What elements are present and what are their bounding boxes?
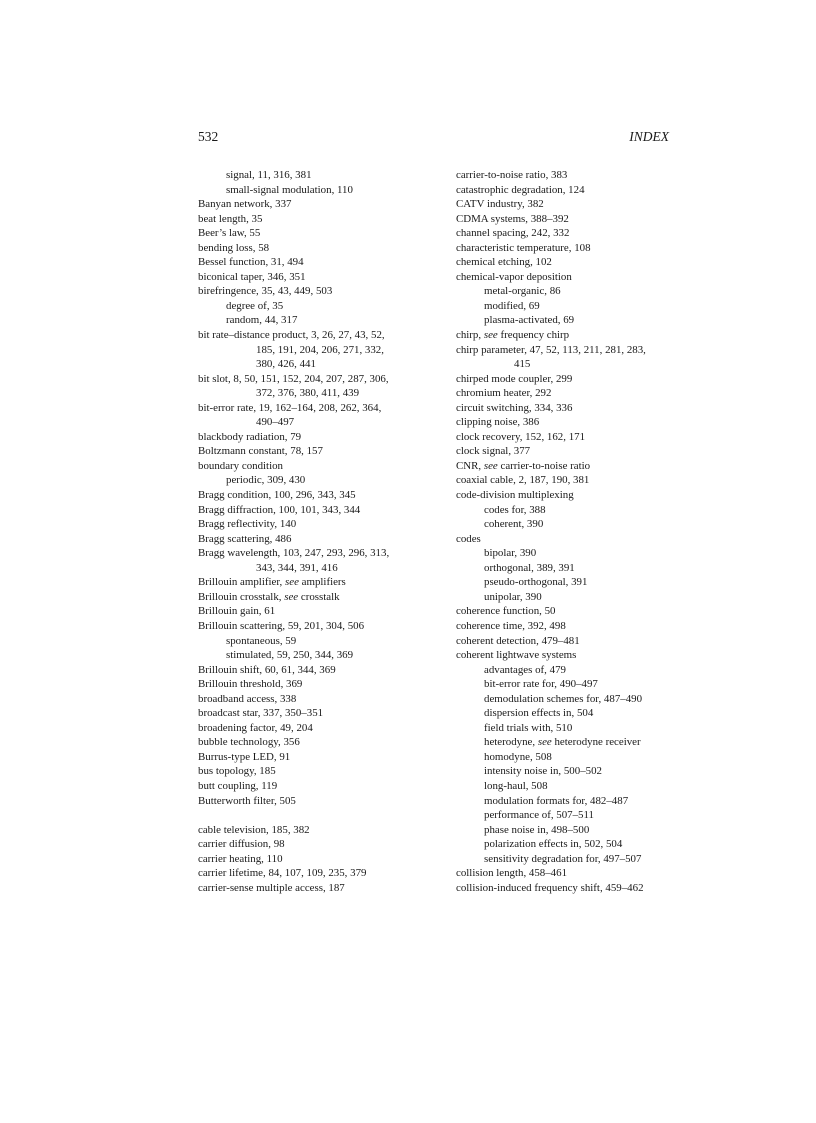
index-entry-text: boundary condition — [198, 459, 283, 472]
index-entry-text: chromium heater, 292 — [456, 387, 552, 400]
index-entry — [456, 881, 672, 896]
index-entry-text: advantages of, 479 — [484, 663, 566, 676]
index-subentry — [198, 168, 423, 183]
index-entry-text: Bragg scattering, 486 — [198, 532, 292, 545]
index-subentry — [456, 852, 672, 867]
index-entry-text: 490–497 — [256, 416, 295, 429]
index-subentry — [198, 648, 423, 663]
index-entry-continuation — [198, 415, 423, 430]
index-entry-text: CNR, — [456, 459, 482, 472]
index-entry — [198, 372, 423, 387]
index-entry — [198, 794, 423, 809]
index-entry — [456, 255, 672, 270]
index-entry — [456, 604, 672, 619]
index-subentry — [456, 663, 672, 678]
index-entry-text: dispersion effects in, 504 — [484, 707, 594, 720]
index-entry-text: chemical etching, 102 — [456, 256, 552, 269]
index-entry-text: Brillouin shift, 60, 61, 344, 369 — [198, 663, 336, 676]
index-entry — [198, 212, 423, 227]
index-entry-continuation — [456, 357, 672, 372]
index-entry — [198, 284, 423, 299]
index-entry-text: stimulated, 59, 250, 344, 369 — [226, 649, 354, 662]
index-entry — [456, 270, 672, 285]
index-subentry — [198, 313, 423, 328]
index-entry-text: carrier heating, 110 — [198, 852, 283, 865]
index-entry-text: bubble technology, 356 — [198, 736, 300, 749]
index-entry — [198, 430, 423, 445]
index-entry-text: clipping noise, 386 — [456, 416, 540, 429]
index-entry — [456, 444, 672, 459]
index-entry-text: bit-error rate for, 490–497 — [484, 678, 598, 691]
index-entry-text: coherence time, 392, 498 — [456, 619, 566, 632]
index-entry-text: intensity noise in, 500–502 — [484, 765, 602, 778]
index-entry — [456, 473, 672, 488]
index-entry-text: heterodyne, — [484, 736, 536, 749]
index-entry — [198, 721, 423, 736]
index-subentry — [456, 575, 672, 590]
index-subentry — [456, 561, 672, 576]
index-entry — [198, 401, 423, 416]
index-entry-text: performance of, 507–511 — [484, 809, 594, 822]
index-entry — [198, 590, 423, 605]
index-entry — [198, 444, 423, 459]
index-entry — [198, 852, 423, 867]
see-reference: see — [285, 576, 299, 589]
index-entry-text: Butterworth filter, 505 — [198, 794, 296, 807]
index-entry-text: coaxial cable, 2, 187, 190, 381 — [456, 474, 590, 487]
index-entry-text: carrier-to-noise ratio, 383 — [456, 169, 568, 181]
index-entry-text: Bragg wavelength, 103, 247, 293, 296, 313, — [198, 547, 390, 560]
index-entry — [198, 255, 423, 270]
index-entry-text: circuit switching, 334, 336 — [456, 401, 573, 414]
index-entry-text: Beer’s law, 55 — [198, 227, 261, 240]
index-entry — [456, 226, 672, 241]
index-entry — [456, 328, 672, 343]
index-subentry — [456, 750, 672, 765]
index-entry — [456, 372, 672, 387]
index-entry — [456, 212, 672, 227]
index-entry — [198, 517, 423, 532]
page-number: 532 — [198, 129, 219, 144]
index-entry — [198, 706, 423, 721]
index-entry-text: chemical-vapor deposition — [456, 270, 572, 283]
index-subentry — [456, 284, 672, 299]
index-entry-continuation — [198, 561, 423, 576]
index-entry-text: degree of, 35 — [226, 299, 284, 312]
index-entry — [456, 386, 672, 401]
index-entry-text: clock signal, 377 — [456, 445, 531, 458]
index-entry-text: Brillouin amplifier, — [198, 576, 283, 589]
index-subentry — [198, 183, 423, 198]
see-reference: see — [483, 329, 498, 342]
index-entry-text: chirp parameter, 47, 52, 113, 211, 281, 283, — [456, 343, 646, 356]
index-subentry — [198, 473, 423, 488]
index-entry — [198, 197, 423, 212]
index-entry-text: coherent, 390 — [484, 518, 544, 531]
index-entry-text: code-division multiplexing — [456, 489, 574, 502]
see-reference: see — [537, 736, 552, 749]
see-reference: see — [284, 590, 299, 603]
index-subentry — [456, 517, 672, 532]
index-subentry — [456, 808, 672, 823]
index-entry — [198, 866, 423, 881]
index-entry — [456, 241, 672, 256]
index-entry — [198, 823, 423, 838]
index-entry-text: collision length, 458–461 — [456, 867, 568, 880]
index-entry-text: carrier-sense multiple access, 187 — [198, 881, 345, 894]
see-target: crosstalk — [300, 590, 340, 603]
index-entry-text: birefringence, 35, 43, 449, 503 — [198, 285, 333, 298]
index-entry — [198, 503, 423, 518]
index-entry — [198, 619, 423, 634]
index-entry-continuation — [198, 386, 423, 401]
index-entry-text: Burrus-type LED, 91 — [198, 750, 291, 763]
index-entry-text: bit slot, 8, 50, 151, 152, 204, 207, 287, 306, — [198, 372, 389, 385]
index-entry — [456, 459, 672, 474]
index-entry-text: carrier diffusion, 98 — [198, 838, 285, 851]
index-entry-text: polarization effects in, 502, 504 — [484, 838, 623, 851]
index-entry-text: clock recovery, 152, 162, 171 — [456, 430, 586, 443]
index-entry-text: 380, 426, 441 — [256, 358, 316, 371]
index-entry-text: broadening factor, 49, 204 — [198, 721, 313, 734]
index-entry — [456, 648, 672, 663]
index-entry — [198, 575, 423, 590]
index-subentry — [456, 299, 672, 314]
index-entry-text: periodic, 309, 430 — [226, 474, 306, 487]
index-entry-text: codes — [456, 532, 481, 545]
see-reference: see — [483, 459, 498, 472]
index-entry — [198, 328, 423, 343]
index-spacer — [198, 808, 423, 823]
index-subentry — [456, 503, 672, 518]
index-subentry — [456, 779, 672, 794]
index-entry-text: cable television, 185, 382 — [198, 823, 310, 836]
index-entry-text: demodulation schemes for, 487–490 — [484, 692, 643, 705]
index-entry — [198, 459, 423, 474]
index-entry — [198, 226, 423, 241]
index-entry-text: chirp, — [456, 329, 482, 342]
index-entry-text: carrier lifetime, 84, 107, 109, 235, 379 — [198, 867, 367, 880]
index-entry-text: metal-organic, 86 — [484, 285, 561, 298]
index-entry-text: characteristic temperature, 108 — [456, 241, 591, 254]
see-target: frequency chirp — [500, 329, 570, 342]
index-subentry — [456, 721, 672, 736]
index-entry-text: bending loss, 58 — [198, 241, 270, 254]
index-entry-text: 343, 344, 391, 416 — [256, 561, 338, 574]
index-entry-text: codes for, 388 — [484, 503, 546, 516]
index-entry-text: Bragg diffraction, 100, 101, 343, 344 — [198, 503, 361, 516]
index-entry — [456, 168, 672, 183]
index-entry — [198, 270, 423, 285]
index-entry-text: plasma-activated, 69 — [484, 314, 575, 327]
index-entry-text: Banyan network, 337 — [198, 198, 292, 211]
index-entry-text: bit rate–distance product, 3, 26, 27, 43, 52, — [198, 329, 385, 342]
see-target: carrier-to-noise ratio — [500, 459, 591, 472]
index-entry-text: signal, 11, 316, 381 — [226, 169, 312, 181]
index-entry-text: beat length, 35 — [198, 212, 263, 225]
index-entry — [198, 750, 423, 765]
index-entry-text: random, 44, 317 — [226, 314, 298, 327]
index-entry-text: long-haul, 508 — [484, 779, 548, 792]
index-entry-text: modulation formats for, 482–487 — [484, 794, 629, 807]
index-entry-text: CDMA systems, 388–392 — [456, 212, 569, 225]
index-entry-text: unipolar, 390 — [484, 590, 542, 603]
see-target: heterodyne receiver — [554, 736, 641, 749]
index-entry-text: 372, 376, 380, 411, 439 — [256, 387, 360, 400]
index-entry-text: broadband access, 338 — [198, 692, 297, 705]
index-entry — [456, 488, 672, 503]
index-entry-text: Bragg condition, 100, 296, 343, 345 — [198, 489, 356, 502]
index-entry — [198, 779, 423, 794]
index-entry-text: coherence function, 50 — [456, 605, 556, 618]
index-entry-text: coherent detection, 479–481 — [456, 634, 580, 647]
index-entry-text: small-signal modulation, 110 — [226, 183, 353, 196]
index-subentry — [456, 837, 672, 852]
index-subentry — [456, 735, 672, 750]
index-entry-text: 415 — [514, 358, 531, 371]
index-column-right — [456, 168, 672, 895]
index-entry — [198, 692, 423, 707]
index-entry — [198, 677, 423, 692]
index-entry — [456, 619, 672, 634]
index-entry-text: broadcast star, 337, 350–351 — [198, 707, 324, 720]
index-entry — [456, 183, 672, 198]
index-subentry — [456, 590, 672, 605]
index-subentry — [456, 313, 672, 328]
index-entry — [198, 881, 423, 896]
index-entry-text: Brillouin threshold, 369 — [198, 678, 303, 691]
index-subentry — [456, 764, 672, 779]
index-entry — [456, 415, 672, 430]
index-entry — [198, 532, 423, 547]
index-entry — [456, 401, 672, 416]
index-subentry — [456, 692, 672, 707]
index-entry-text: bus topology, 185 — [198, 765, 276, 778]
index-entry — [456, 197, 672, 212]
index-entry — [456, 634, 672, 649]
index-entry-text: biconical taper, 346, 351 — [198, 270, 306, 283]
index-entry — [198, 663, 423, 678]
index-entry-text: orthogonal, 389, 391 — [484, 561, 575, 574]
index-entry-text: Brillouin crosstalk, — [198, 590, 282, 603]
index-entry — [456, 430, 672, 445]
index-entry — [198, 488, 423, 503]
index-entry-text: pseudo-orthogonal, 391 — [484, 576, 588, 589]
running-head: INDEX — [629, 129, 669, 144]
index-entry-text: Bragg reflectivity, 140 — [198, 518, 297, 531]
index-entry-text: field trials with, 510 — [484, 721, 573, 734]
index-entry-text: bit-error rate, 19, 162–164, 208, 262, 364, — [198, 401, 382, 414]
index-subentry — [456, 794, 672, 809]
index-entry-text: spontaneous, 59 — [226, 634, 297, 647]
index-entry-text: phase noise in, 498–500 — [484, 823, 590, 836]
index-entry-text: modified, 69 — [484, 299, 540, 312]
index-entry-text: blackbody radiation, 79 — [198, 430, 302, 443]
index-entry — [198, 735, 423, 750]
index-entry — [198, 546, 423, 561]
index-entry — [198, 604, 423, 619]
see-target: amplifiers — [301, 576, 346, 589]
index-entry — [456, 343, 672, 358]
index-entry — [198, 241, 423, 256]
index-entry-text: CATV industry, 382 — [456, 198, 544, 211]
index-subentry — [456, 546, 672, 561]
index-entry-text: bipolar, 390 — [484, 547, 537, 560]
index-entry-text: Brillouin gain, 61 — [198, 605, 276, 618]
index-entry-text: channel spacing, 242, 332 — [456, 227, 570, 240]
index-subentry — [456, 677, 672, 692]
index-subentry — [456, 706, 672, 721]
index-subentry — [198, 634, 423, 649]
index-entry-text: collision-induced frequency shift, 459–462 — [456, 881, 644, 894]
index-entry — [198, 764, 423, 779]
index-entry-text: catastrophic degradation, 124 — [456, 183, 585, 196]
index-entry-text: chirped mode coupler, 299 — [456, 372, 573, 385]
index-entry — [456, 866, 672, 881]
index-entry-text: homodyne, 508 — [484, 750, 552, 763]
index-entry-continuation — [198, 357, 423, 372]
index-entry-continuation — [198, 343, 423, 358]
index-entry — [456, 532, 672, 547]
index-entry-text: sensitivity degradation for, 497–507 — [484, 852, 642, 865]
index-entry-text: butt coupling, 119 — [198, 779, 278, 792]
index-entry-text: Boltzmann constant, 78, 157 — [198, 445, 323, 458]
index-subentry — [198, 299, 423, 314]
index-entry — [198, 837, 423, 852]
index-column-left — [198, 168, 423, 895]
index-entry-text: Brillouin scattering, 59, 201, 304, 506 — [198, 619, 365, 632]
index-entry-text: coherent lightwave systems — [456, 649, 577, 662]
index-entry-text: 185, 191, 204, 206, 271, 332, — [256, 343, 384, 356]
index-subentry — [456, 823, 672, 838]
index-entry-text: Bessel function, 31, 494 — [198, 256, 304, 269]
